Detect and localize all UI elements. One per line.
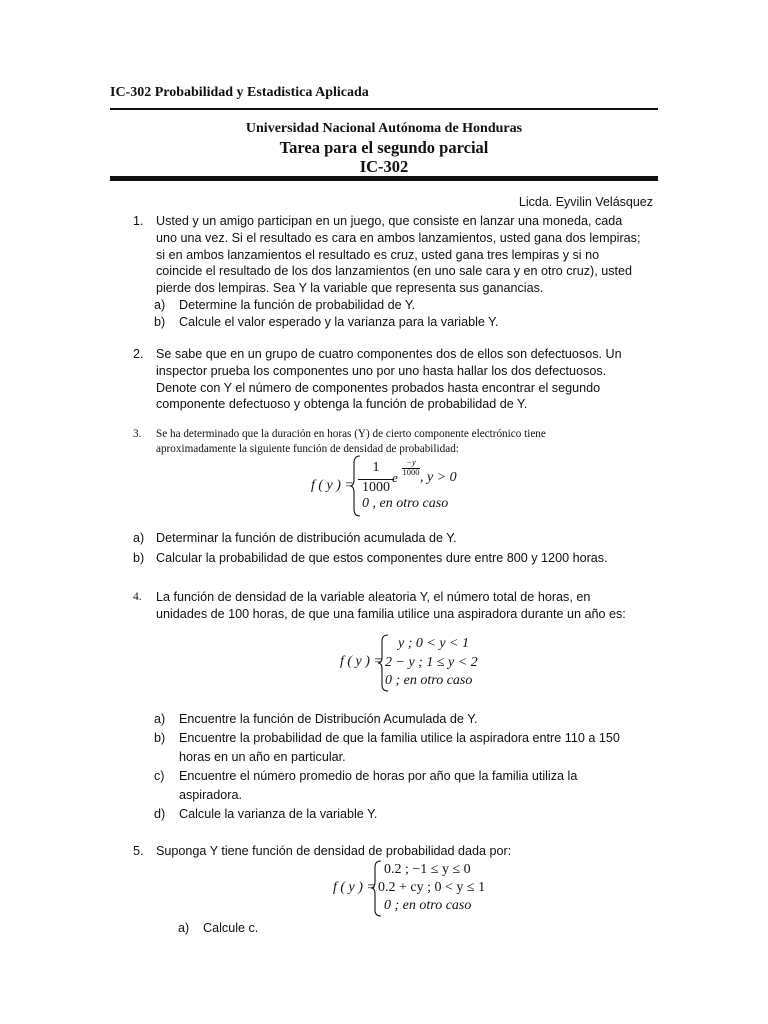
q1-part-a xyxy=(154,297,416,314)
part-label: b) xyxy=(154,315,166,329)
part-text: Calcule la varianza de la variable Y. xyxy=(179,807,378,821)
part-label: a) xyxy=(178,921,190,935)
part-label: b) xyxy=(133,551,145,565)
function-lhs: f ( y ) = xyxy=(340,654,383,669)
case-condition: , y > 0 xyxy=(420,470,457,485)
q3-part-a xyxy=(133,530,457,547)
question-5 xyxy=(133,843,666,860)
question-line: coincide el resultado de los dos lanzamientos (en uno sale cara y en otro cruz), usted xyxy=(156,264,633,279)
part-text: Calcule c. xyxy=(203,921,259,935)
question-line: unidades de 100 horas, de que una familia utilice una aspiradora durante un año es: xyxy=(156,606,626,621)
question-number: 1. xyxy=(133,214,144,228)
function-lhs: f ( y ) = xyxy=(311,478,354,493)
title-rule xyxy=(110,176,658,181)
question-line: uno una vez. Si el resultado es cara en ambos lanzamientos, usted gana dos lempiras; xyxy=(156,230,641,245)
part-text: Encuentre la probabilidad de que la familia utilice la aspiradora entre 110 a 150 xyxy=(179,731,620,745)
q1-part-b xyxy=(154,314,499,331)
q4-part-b xyxy=(154,729,620,767)
question-3 xyxy=(133,427,666,456)
part-text: horas en un año en particular. xyxy=(179,750,346,764)
header-rule xyxy=(110,108,658,110)
part-text: Determinar la función de distribución acumulada de Y. xyxy=(156,531,457,545)
case-3: 0 ; en otro caso xyxy=(384,898,472,913)
question-number: 4. xyxy=(133,591,142,603)
question-line: Denote con Y el número de componentes probados hasta encontrar el segundo xyxy=(156,380,601,395)
case-otherwise: 0 , en otro caso xyxy=(362,496,449,511)
case-1: 0.2 ; −1 ≤ y ≤ 0 xyxy=(384,862,471,877)
question-line: pierde dos lempiras. Sea Y la variable que representa sus ganancias. xyxy=(156,281,544,296)
case-2: 0.2 + cy ; 0 < y ≤ 1 xyxy=(378,880,486,895)
question-line: Se sabe que en un grupo de cuatro componentes dos de ellos son defectuosos. Un xyxy=(156,347,622,361)
part-label: a) xyxy=(154,298,166,312)
part-text: Calcule el valor esperado y la varianza para la variable Y. xyxy=(179,315,499,329)
part-text: Encuentre la función de Distribución Acumulada de Y. xyxy=(179,712,478,726)
exponent-numerator: −y xyxy=(406,457,416,467)
exponent-denominator: 1000 xyxy=(402,467,420,477)
question-1 xyxy=(133,213,666,297)
case-1: y ; 0 < y < 1 xyxy=(398,636,469,651)
course-title: IC-302 Probabilidad y Estadistica Aplicada xyxy=(110,85,369,100)
q3-part-b xyxy=(133,550,608,567)
part-label: d) xyxy=(154,807,166,821)
case-2: 2 − y ; 1 ≤ y < 2 xyxy=(385,655,478,670)
q4-part-d xyxy=(154,805,378,824)
function-lhs: f ( y ) = xyxy=(333,880,376,895)
question-line: aproximadamente la siguiente función de densidad de probabilidad: xyxy=(156,442,459,455)
question-line: Se ha determinado que la duración en horas (Y) de cierto componente electrónico tiene xyxy=(156,428,546,440)
question-number: 3. xyxy=(133,428,142,440)
exp-base: e xyxy=(392,470,398,485)
course-code: IC-302 xyxy=(359,157,409,176)
question-number: 5. xyxy=(133,844,144,858)
part-label: c) xyxy=(154,769,165,783)
fraction-denominator: 1000 xyxy=(362,480,390,495)
case-3: 0 ; en otro caso xyxy=(385,673,473,688)
part-label: b) xyxy=(154,731,166,745)
question-line: La función de densidad de la variable aleatoria Y, el número total de horas, en xyxy=(156,590,591,604)
university-name: Universidad Nacional Autónoma de Honduras xyxy=(245,121,523,136)
part-label: a) xyxy=(133,531,145,545)
question-line: Suponga Y tiene función de densidad de probabilidad dada por: xyxy=(156,844,512,858)
question-4 xyxy=(133,589,666,623)
part-text: Determine la función de probabilidad de Y. xyxy=(179,298,416,312)
question-line: Usted y un amigo participan en un juego, que consiste en lanzar una moneda, cada xyxy=(156,214,623,228)
part-text: aspiradora. xyxy=(179,788,243,802)
question-number: 2. xyxy=(133,347,144,361)
q5-part-a xyxy=(178,920,259,937)
question-line: componente defectuoso y obtenga la función de probabilidad de Y. xyxy=(156,397,528,412)
q4-part-a xyxy=(154,710,478,729)
part-text: Encuentre el número promedio de horas por año que la familia utiliza la xyxy=(179,769,578,783)
question-2 xyxy=(133,346,666,413)
author-name: Licda. Eyvilin Velásquez xyxy=(518,195,653,209)
part-label: a) xyxy=(154,712,166,726)
question-line: inspector prueba los componentes uno por uno hasta hallar los dos defectuosos. xyxy=(156,363,607,378)
part-text: Calcular la probabilidad de que estos componentes dure entre 800 y 1200 horas. xyxy=(156,551,608,565)
document-title: Tarea para el segundo parcial xyxy=(279,138,489,157)
question-line: si en ambos lanzamientos el resultado es cruz, usted gana tres lempiras y si no xyxy=(156,247,600,262)
q4-part-c xyxy=(154,767,578,805)
fraction-numerator: 1 xyxy=(372,460,380,475)
